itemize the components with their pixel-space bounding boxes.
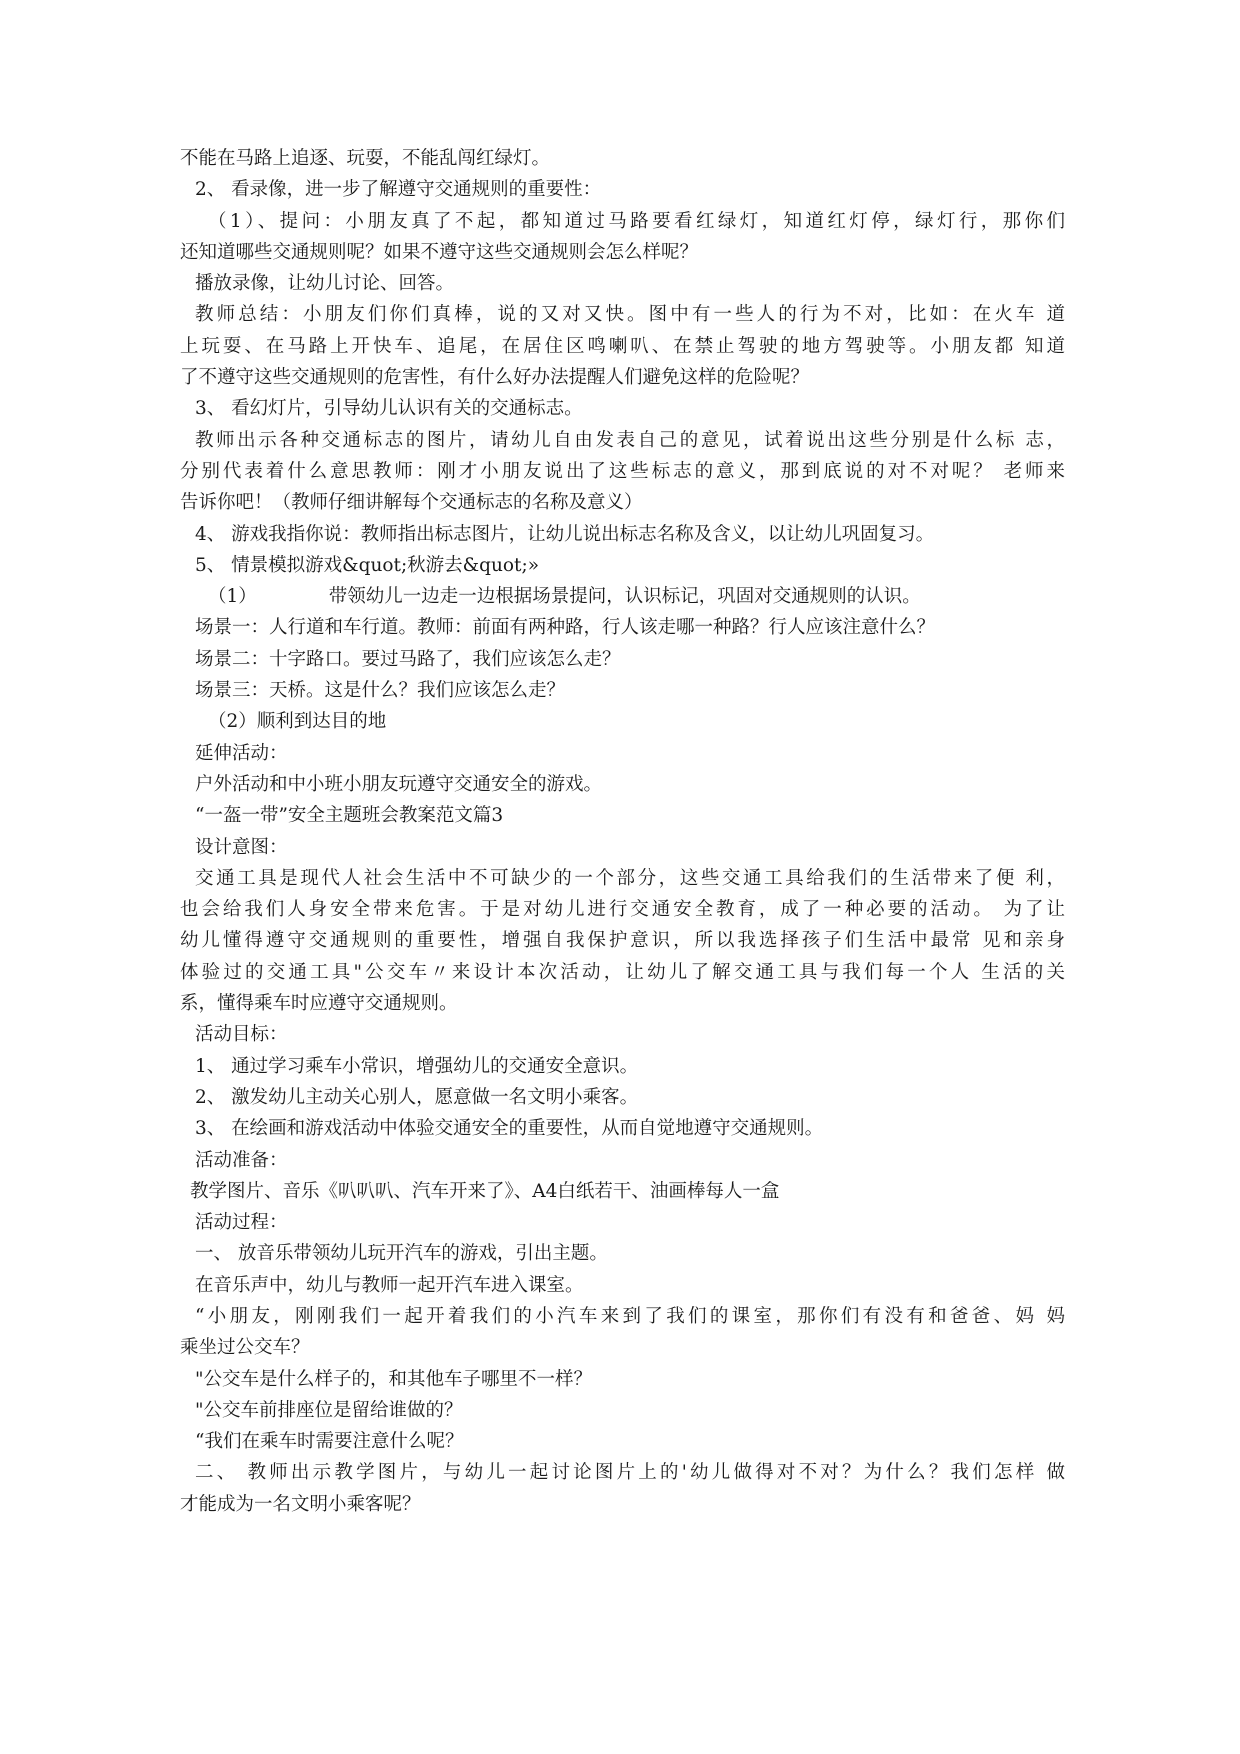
- text-line: 幼儿懂得遵守交通规则的重要性，增强自我保护意识，所以我选择孩子们生活中最常 见和亲身: [180, 930, 1065, 952]
- text-line: 体验过的交通工具"公交车〃来设计本次活动，让幼儿了解交通工具与我们每一个人 生活的关: [180, 961, 1065, 983]
- list-item-5: 5、 情景模拟游戏&quot;秋游去&quot;»: [195, 554, 540, 576]
- text-line: （1）、提问：小朋友真了不起，都知道过马路要看红绿灯，知道红灯停，绿灯行，那你们: [208, 210, 1065, 232]
- list-item-2: 2、 激发幼儿主动关心别人，愿意做一名文明小乘客。: [195, 1086, 639, 1108]
- text-line: “我们在乘车时需要注意什么呢？: [195, 1431, 464, 1453]
- text-line: 了不遵守这些交通规则的危害性，有什么好办法提醒人们避免这样的危险呢？: [180, 367, 810, 389]
- text-line: "公交车前排座位是留给谁做的？: [195, 1399, 463, 1421]
- text-line: [180, 581, 1065, 612]
- text-line: 乘坐过公交车？: [180, 1337, 310, 1359]
- text-line: 才能成为一名文明小乘客呢？: [180, 1493, 421, 1515]
- list-item-2: 2、 看录像，进一步了解遵守交通规则的重要性：: [195, 179, 602, 201]
- text-line: “小朋友，刚刚我们一起开着我们的小汽车来到了我们的课室，那你们有没有和爸爸、妈 妈: [195, 1305, 1065, 1327]
- text-line: 系，懂得乘车时应遵守交通规则。: [180, 993, 458, 1015]
- text-line: "公交车是什么样子的，和其他车子哪里不一样？: [195, 1368, 593, 1390]
- document-body: [180, 143, 1065, 1520]
- text-line: 播放录像，让幼儿讨论、回答。: [195, 273, 455, 295]
- text-line: 场景二：十字路口。要过马路了，我们应该怎么走？: [195, 648, 621, 670]
- text-line: 分别代表着什么意思教师：刚才小朋友说出了这些标志的意义，那到底说的对不对呢？ 老师来: [180, 460, 1065, 482]
- section-heading: 活动准备：: [195, 1149, 288, 1171]
- list-item-4: 4、 游戏我指你说：教师指出标志图片，让幼儿说出标志名称及含义，以让幼儿巩固复习。: [195, 523, 935, 545]
- text-line: 在音乐声中，幼儿与教师一起开汽车进入课室。: [195, 1274, 584, 1296]
- text-line: 教师总结：小朋友们你们真棒，说的又对又快。图中有一些人的行为不对，比如：在火车 道: [195, 304, 1065, 326]
- text-line: 场景三：天桥。这是什么？我们应该怎么走？: [195, 680, 566, 702]
- text-line: 教学图片、音乐《叭叭叭、汽车开来了》、A4白纸若干、油画棒每人一盒: [190, 1180, 780, 1202]
- article-title: “一盔一带”安全主题班会教案范文篇3: [195, 805, 504, 827]
- text-line: 还知道哪些交通规则呢？如果不遵守这些交通规则会怎么样呢？: [180, 241, 699, 263]
- text-line: （2）顺利到达目的地: [208, 711, 387, 733]
- text-line: 不能在马路上追逐、玩耍，不能乱闯红绿灯。: [180, 148, 551, 169]
- section-heading: 设计意图：: [195, 836, 288, 858]
- list-item-1: 一、 放音乐带领幼儿玩开汽车的游戏，引出主题。: [195, 1243, 608, 1265]
- text-line: 也会给我们人身安全带来危害。于是对幼儿进行交通安全教育，成了一种必要的活动。 为了让: [180, 899, 1065, 921]
- text-line: 户外活动和中小班小朋友玩遵守交通安全的游戏。: [195, 773, 603, 795]
- list-item-1: 1、 通过学习乘车小常识，增强幼儿的交通安全意识。: [195, 1055, 639, 1077]
- list-item-3: 3、 看幻灯片，引导幼儿认识有关的交通标志。: [195, 398, 583, 420]
- text-line: 场景一：人行道和车行道。教师：前面有两种路，行人该走哪一种路？行人应该注意什么？: [195, 617, 936, 639]
- list-item-3: 3、 在绘画和游戏活动中体验交通安全的重要性，从而自觉地遵守交通规则。: [195, 1118, 824, 1140]
- section-heading: 延伸活动：: [195, 742, 288, 764]
- section-heading: 活动过程：: [195, 1212, 288, 1234]
- text-line: 教师出示各种交通标志的图片，请幼儿自由发表自己的意见，试着说出这些分别是什么标 志，: [195, 429, 1065, 451]
- text-line: 告诉你吧！（教师仔细讲解每个交通标志的名称及意义）: [180, 492, 643, 514]
- section-heading: 活动目标：: [195, 1024, 288, 1046]
- text-line: 交通工具是现代人社会生活中不可缺少的一个部分，这些交通工具给我们的生活带来了便 利，: [195, 867, 1065, 889]
- text-line: 上玩耍、在马路上开快车、追尾，在居住区鸣喇叭、在禁止驾驶的地方驾驶等。小朋友都 知道: [180, 335, 1065, 357]
- sub-item-number: （1）: [208, 586, 257, 608]
- sub-item-text: 带领幼儿一边走一边根据场景提问，认识标记，巩固对交通规则的认识。: [328, 586, 921, 608]
- list-item-2: 二、 教师出示教学图片，与幼儿一起讨论图片上的'幼儿做得对不对？为什么？我们怎样 做: [195, 1462, 1065, 1484]
